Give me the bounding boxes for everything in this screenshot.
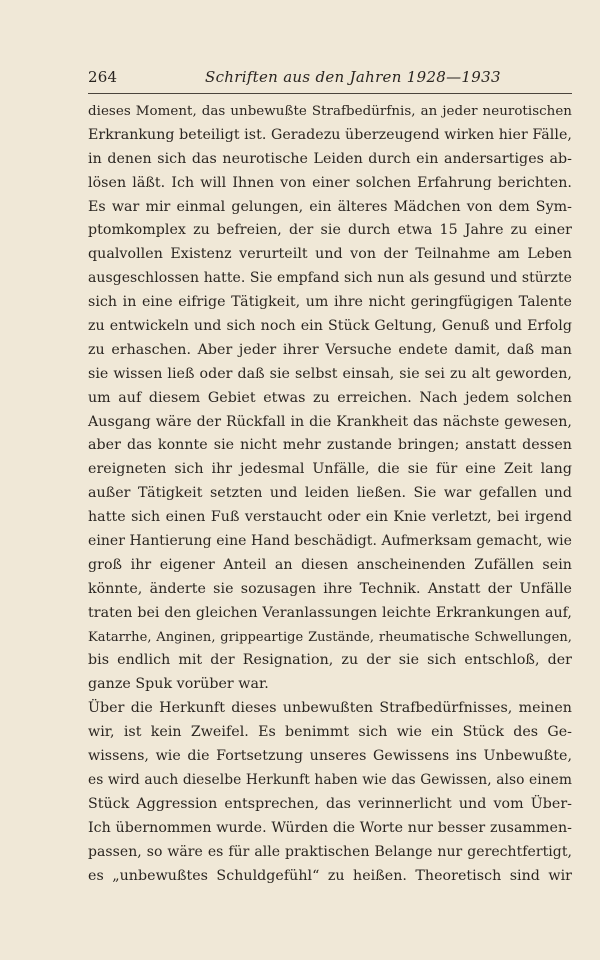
text-line: um auf diesem Gebiet etwas zu erreichen. Nach jedem solchen [88, 389, 572, 406]
page-header [88, 68, 572, 92]
text-line: Es war mir einmal gelungen, ein älteres Mädchen von dem Sym- [88, 198, 572, 215]
text-line: ausgeschlossen hatte. Sie empfand sich nun als gesund und stürzte [88, 270, 572, 287]
text-line: ganze Spuk vorüber war. [88, 676, 269, 693]
text-line: Ich übernommen wurde. Würden die Worte nur besser zusammen- [88, 819, 572, 836]
text-line: einer Hantierung eine Hand beschädigt. Aufmerksam gemacht, wie [88, 533, 572, 550]
text-line: zu erhaschen. Aber jeder ihrer Versuche endete damit, daß man [88, 341, 572, 358]
text-line: zu entwickeln und sich noch ein Stück Geltung, Genuß und Erfolg [88, 318, 572, 335]
text-line: hatte sich einen Fuß verstaucht oder ein Knie verletzt, bei irgend [88, 509, 572, 526]
text-line: es „unbewußtes Schuldgefühl“ zu heißen. Theoretisch sind wir [88, 867, 572, 884]
text-line: es wird auch dieselbe Herkunft haben wie das Gewissen, also einem [88, 771, 572, 788]
text-line: ereigneten sich ihr jedesmal Unfälle, die sie für eine Zeit lang [88, 461, 572, 478]
text-line: könnte, änderte sie sozusagen ihre Technik. Anstatt der Unfälle [88, 580, 572, 597]
text-line: dieses Moment, das unbewußte Strafbedürfnis, an jeder neurotischen [88, 104, 572, 119]
text-line: Erkrankung beteiligt ist. Geradezu überzeugend wirken hier Fälle, [88, 126, 572, 143]
text-line: groß ihr eigener Anteil an diesen anscheinenden Zufällen sein [88, 556, 572, 573]
running-head: Schriften aus den Jahren 1928—1933 [205, 68, 501, 86]
text-line: wir, ist kein Zweifel. Es benimmt sich wie ein Stück des Ge- [88, 724, 572, 741]
text-line: qualvollen Existenz verurteilt und von der Teilnahme am Leben [88, 246, 572, 263]
text-line: wissens, wie die Fortsetzung unseres Gewissens ins Unbewußte, [88, 748, 572, 765]
text-line: Ausgang wäre der Rückfall in die Krankheit das nächste gewesen, [88, 413, 572, 430]
text-line: passen, so wäre es für alle praktischen Belange nur gerechtfertigt, [88, 843, 572, 860]
text-line: sie wissen ließ oder daß sie selbst einsah, sie sei zu alt geworden, [88, 365, 572, 382]
text-line: Über die Herkunft dieses unbewußten Strafbedürfnisses, meinen [88, 700, 572, 717]
text-line: außer Tätigkeit setzten und leiden ließen. Sie war gefallen und [88, 485, 572, 502]
text-line: Stück Aggression entsprechen, das verinnerlicht und vom Über- [88, 795, 572, 812]
text-line: sich in eine eifrige Tätigkeit, um ihre nicht geringfügigen Talente [88, 294, 572, 311]
text-line: bis endlich mit der Resignation, zu der sie sich entschloß, der [88, 652, 572, 669]
text-line: ptomkomplex zu befreien, der sie durch etwa 15 Jahre zu einer [88, 222, 572, 239]
header-rule [88, 93, 572, 94]
text-line: Katarrhe, Anginen, grippeartige Zustände, rheumatische Schwellungen, [88, 629, 572, 645]
text-line: in denen sich das neurotische Leiden durch ein andersartiges ab- [88, 150, 572, 167]
text-line: aber das konnte sie nicht mehr zustande bringen; anstatt dessen [88, 437, 572, 454]
text-line: traten bei den gleichen Veranlassungen leichte Erkrankungen auf, [88, 604, 572, 621]
page-number: 264 [88, 68, 118, 86]
text-line: lösen läßt. Ich will Ihnen von einer solchen Erfahrung berichten. [88, 174, 572, 191]
body-text [88, 100, 572, 888]
